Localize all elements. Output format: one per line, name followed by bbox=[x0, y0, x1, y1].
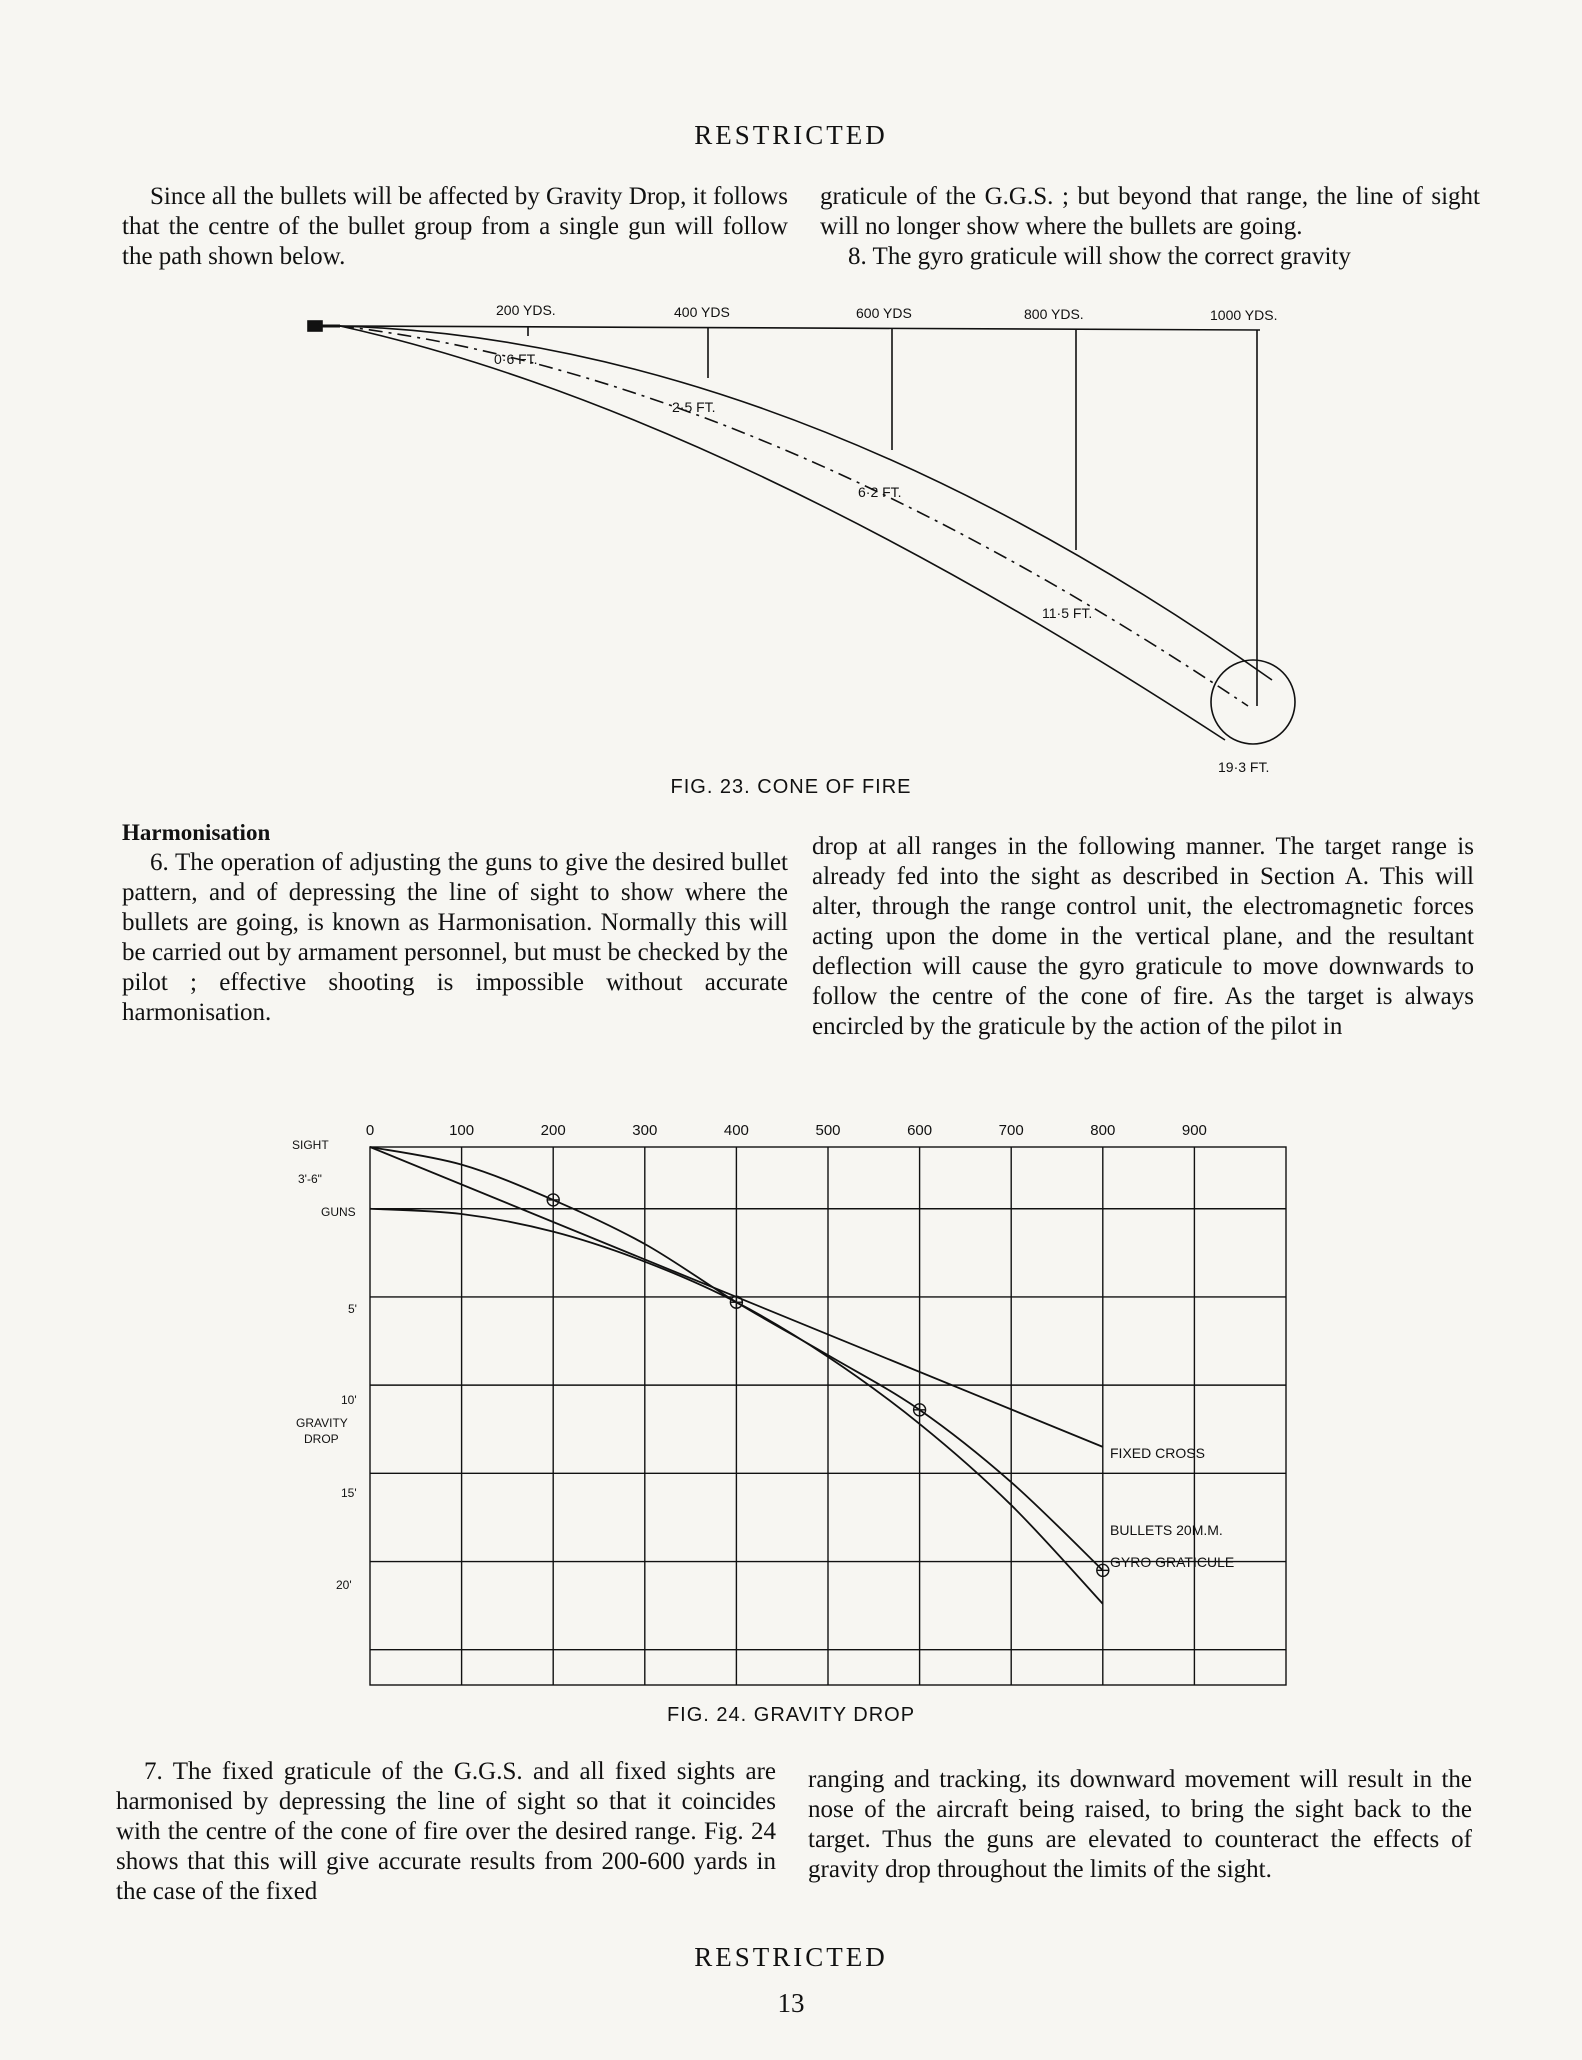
bottom-left-column bbox=[116, 1757, 776, 1907]
fig23-caption: FIG. 23. CONE OF FIRE bbox=[670, 776, 912, 798]
y-label-20: 20' bbox=[336, 1578, 352, 1592]
y-axis-title-gravity: GRAVITY bbox=[296, 1416, 348, 1430]
y-label-sight-height: 3'-6" bbox=[298, 1172, 322, 1186]
middle-right-column bbox=[812, 832, 1474, 1042]
gravity-drop-intro: Since all the bullets will be affected by Gravity Drop, it follows that the centre of the bullet group from a single gun will follow the path shown below. bbox=[122, 183, 788, 270]
bottom-right-column bbox=[808, 1765, 1472, 1885]
paragraph-7: 7. The fixed graticule of the G.G.S. and all fixed sights are harmonised by depressing the line of sight so that it coincides with the centre of the cone of fire over the desired range. Fig. 24 shows that this will give accurate results from 200-600 yards in the case of the fixed bbox=[116, 1758, 776, 1905]
label-fixed-cross: FIXED CROSS bbox=[1110, 1445, 1205, 1461]
range-label-200: 200 YDS. bbox=[496, 302, 556, 318]
top-left-column bbox=[122, 182, 788, 272]
gravity-drop-continuation: drop at all ranges in the following manner. The target range is already fed into the sight as described in Section A. This will alter, through the range control unit, the electromagnetic forces acting upon the dome in the vertical plane, and the resultant deflection will cause the gyro graticule to move downwards to follow the centre of the cone of fire. As the target is always encircled by the graticule by the action of the pilot in bbox=[812, 833, 1474, 1040]
range-label-600: 600 YDS bbox=[856, 305, 912, 321]
y-label-15: 15' bbox=[341, 1486, 357, 1500]
gun-icon bbox=[308, 321, 322, 331]
cone-end-circle bbox=[1211, 660, 1295, 744]
label-bullets-20mm: BULLETS 20M.M. bbox=[1110, 1522, 1223, 1538]
y-label-5: 5' bbox=[348, 1302, 357, 1316]
paragraph-8-start: 8. The gyro graticule will show the correct gravity bbox=[848, 243, 1351, 270]
ggs-continuation: graticule of the G.G.S. ; but beyond that range, the line of sight will no longer show where the bullets are going. bbox=[820, 183, 1480, 240]
fig24-caption: FIG. 24. GRAVITY DROP bbox=[666, 1704, 916, 1726]
x-tick-300: 300 bbox=[632, 1122, 658, 1139]
drop-label-600: 6·2 FT. bbox=[858, 484, 902, 500]
y-axis-title-drop: DROP bbox=[304, 1432, 339, 1446]
drop-label-200: 0·6 FT. bbox=[494, 351, 538, 367]
page-footer: RESTRICTED bbox=[694, 1942, 888, 1972]
harmonisation-heading: Harmonisation bbox=[122, 820, 271, 845]
x-tick-600: 600 bbox=[907, 1122, 933, 1139]
paragraph-6: 6. The operation of adjusting the guns to give the desired bullet pattern, and of depressing the line of sight to show where the bullets are going, is known as Harmonisation. Normally this will be carried out by armament personnel, but must be checked by the pilot ; effective shooting is impossible without accurate harmonisation. bbox=[122, 849, 788, 1026]
top-right-column bbox=[820, 182, 1480, 272]
x-tick-700: 700 bbox=[998, 1122, 1024, 1139]
y-label-10: 10' bbox=[341, 1393, 357, 1407]
x-tick-900: 900 bbox=[1181, 1122, 1207, 1139]
y-label-sight: SIGHT bbox=[292, 1138, 329, 1152]
paragraph-7-continuation: ranging and tracking, its downward movement will result in the nose of the aircraft being raised, to bring the sight back to the target. Thus the guns are elevated to counteract the effects of gravity drop throughout the limits of the sight. bbox=[808, 1766, 1472, 1883]
drop-label-1000: 19·3 FT. bbox=[1218, 759, 1270, 775]
page-number: 13 bbox=[777, 1988, 805, 2018]
line-of-sight bbox=[340, 326, 1260, 330]
x-tick-200: 200 bbox=[540, 1122, 566, 1139]
range-label-1000: 1000 YDS. bbox=[1210, 307, 1278, 323]
drop-label-400: 2·5 FT. bbox=[672, 399, 716, 415]
x-tick-500: 500 bbox=[815, 1122, 841, 1139]
range-label-800: 800 YDS. bbox=[1024, 306, 1084, 322]
range-label-400: 400 YDS bbox=[674, 304, 730, 320]
cone-upper-edge bbox=[340, 326, 1272, 680]
cone-lower-edge bbox=[340, 326, 1225, 740]
middle-left-column bbox=[122, 818, 788, 1028]
y-label-guns: GUNS bbox=[321, 1205, 356, 1219]
cone-centre-line bbox=[340, 326, 1248, 706]
page-header: RESTRICTED bbox=[694, 120, 888, 150]
x-tick-0: 0 bbox=[365, 1122, 375, 1139]
x-tick-100: 100 bbox=[449, 1122, 475, 1139]
cone-of-fire-figure bbox=[290, 300, 1350, 775]
gravity-drop-chart bbox=[290, 1095, 1340, 1695]
x-tick-400: 400 bbox=[723, 1122, 749, 1139]
x-tick-800: 800 bbox=[1090, 1122, 1116, 1139]
label-gyro-graticule: GYRO GRATICULE bbox=[1110, 1554, 1235, 1570]
drop-label-800: 11·5 FT. bbox=[1042, 605, 1093, 621]
